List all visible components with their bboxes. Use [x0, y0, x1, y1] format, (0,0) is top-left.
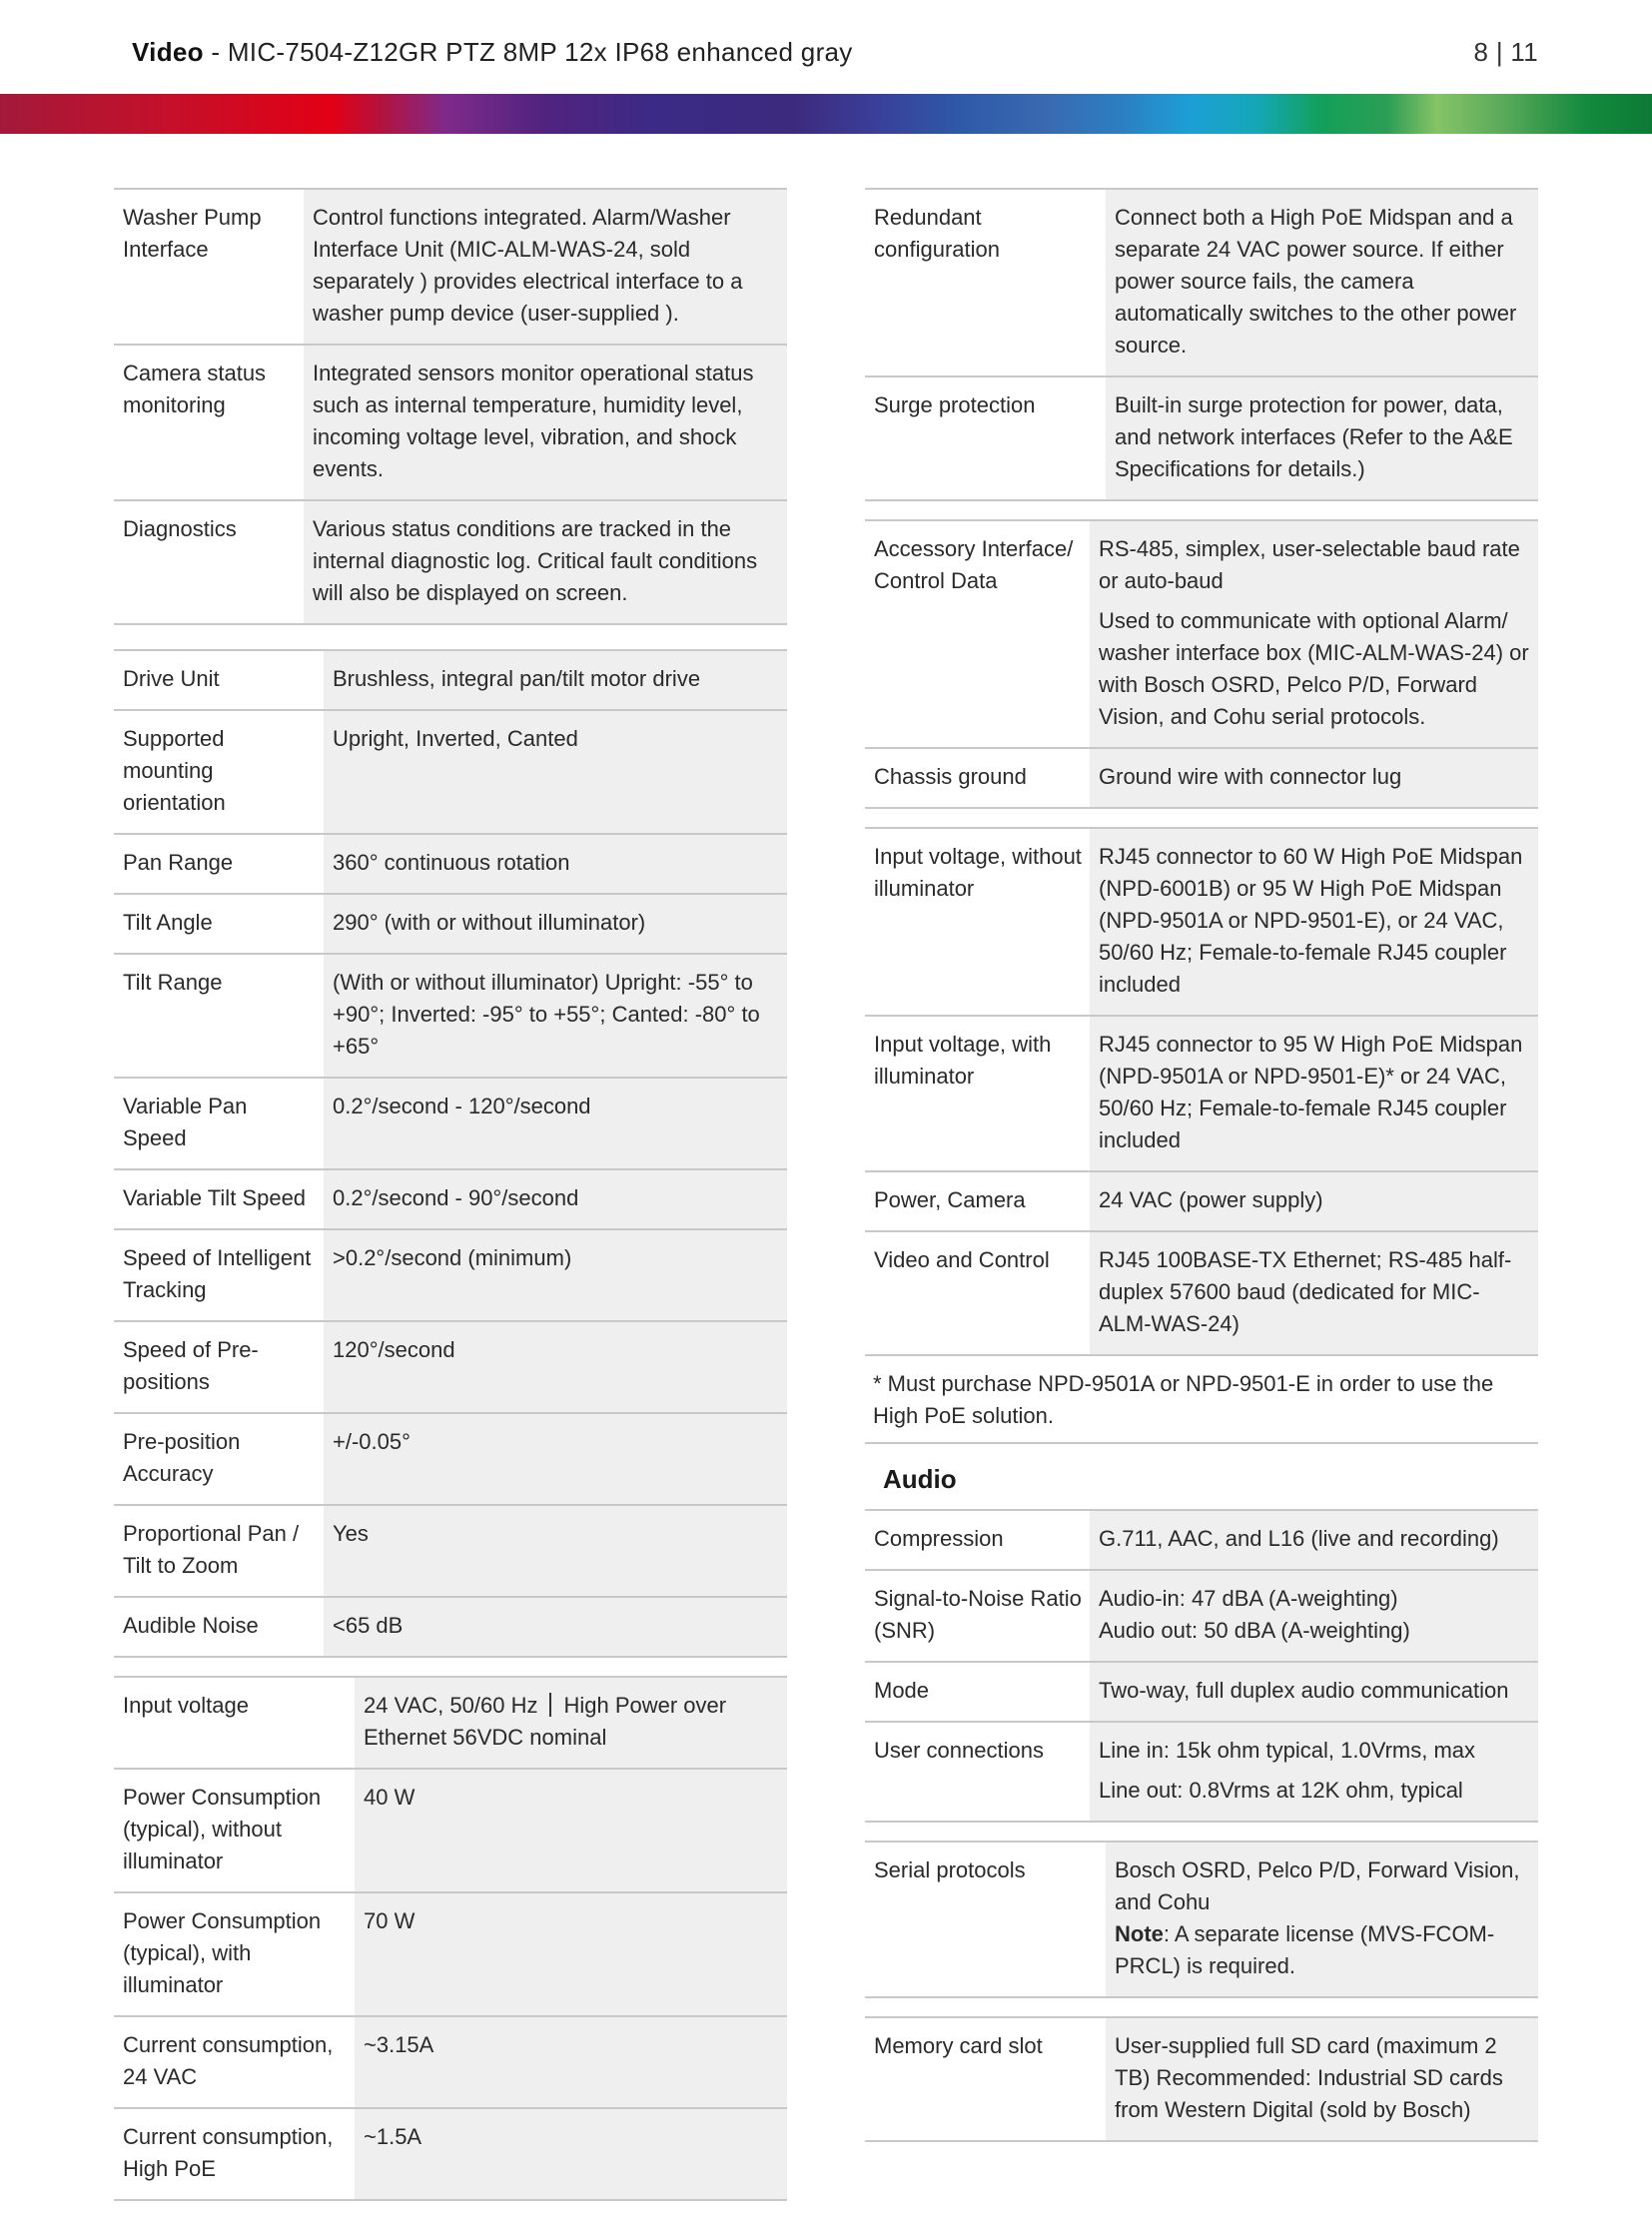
serial-spec-table — [865, 1841, 1538, 1998]
spec-value: Integrated sensors monitor operational status such as internal temperature, humidity level, incoming voltage level, vibration, and shock events. — [304, 345, 787, 500]
section-heading-audio: Audio — [883, 1464, 957, 1494]
spec-value: <65 dB — [324, 1597, 787, 1657]
spec-label: Surge protection — [874, 392, 1036, 417]
input-voltage-spec-table — [865, 827, 1538, 1356]
voltage-ac: 24 VAC, 50/60 Hz — [364, 1693, 538, 1718]
spec-value — [1090, 520, 1538, 748]
spec-value: 0.2°/second - 120°/second — [324, 1078, 787, 1169]
spec-label: Variable Tilt Speed — [123, 1185, 307, 1210]
spec-row — [865, 1171, 1538, 1231]
spec-label: Power Consumption (typical), without illuminator — [123, 1785, 322, 1873]
interface-spec-table — [865, 519, 1538, 809]
spec-label: Drive Unit — [123, 666, 220, 691]
spec-value — [1106, 1842, 1538, 1997]
mechanical-spec-table — [114, 649, 787, 1658]
spec-value: 24 VAC (power supply) — [1090, 1171, 1538, 1231]
protection-spec-table — [865, 188, 1538, 501]
spec-label: Proportional Pan / Tilt to Zoom — [123, 1521, 300, 1578]
value-line: Audio-in: 47 dBA (A-weighting) — [1099, 1586, 1398, 1611]
spec-row — [114, 954, 787, 1078]
spec-row — [865, 1570, 1538, 1662]
spec-label: Variable Pan Speed — [123, 1094, 248, 1150]
spec-label: Current consumption, 24 VAC — [123, 2032, 334, 2089]
spec-row — [865, 828, 1538, 1016]
spec-row — [865, 748, 1538, 808]
spec-label: Tilt Range — [123, 970, 223, 995]
spec-value: 70 W — [355, 1892, 787, 2016]
value-line: Bosch OSRD, Pelco P/D, Forward Vision, and Cohu — [1115, 1857, 1520, 1914]
divider — [549, 1693, 551, 1717]
spec-value: Two-way, full duplex audio communication — [1090, 1662, 1538, 1722]
spec-label: Redundant configuration — [874, 205, 1000, 262]
spec-value: >0.2°/second (minimum) — [324, 1229, 787, 1321]
right-column — [865, 188, 1538, 2160]
page-header — [132, 32, 1538, 72]
spec-value: 360° continuous rotation — [324, 834, 787, 894]
spec-label: Memory card slot — [874, 2033, 1043, 2058]
spec-row — [114, 1413, 787, 1505]
spec-value — [1090, 1570, 1538, 1662]
spec-value: 40 W — [355, 1769, 787, 1892]
spec-row — [865, 1510, 1538, 1570]
spec-value: +/-0.05° — [324, 1413, 787, 1505]
spec-value — [1090, 1722, 1538, 1822]
spec-label: Mode — [874, 1678, 930, 1703]
spec-value: 120°/second — [324, 1321, 787, 1413]
note-label: Note — [1115, 1921, 1164, 1946]
voltage-poe: High Power over Ethernet 56VDC nominal — [364, 1693, 727, 1750]
title-category: Video — [132, 36, 204, 67]
spec-value: Brushless, integral pan/tilt motor drive — [324, 650, 787, 710]
spec-label: Video and Control — [874, 1247, 1050, 1272]
spec-label: Camera status monitoring — [123, 361, 267, 417]
spec-label: Signal-to-Noise Ratio (SNR) — [874, 1586, 1082, 1643]
spec-label: Audible Noise — [123, 1613, 259, 1638]
spec-label: Compression — [874, 1526, 1004, 1551]
spec-label: Supported mounting orientation — [123, 726, 226, 815]
title-product: - MIC-7504-Z12GR PTZ 8MP 12x IP68 enhanced gray — [203, 36, 853, 67]
value-line: Line in: 15k ohm typical, 1.0Vrms, max — [1099, 1738, 1476, 1763]
spec-row — [114, 710, 787, 834]
spec-label: Power Consumption (typical), with illuminator — [123, 1908, 322, 1997]
spec-row — [114, 1078, 787, 1169]
audio-spec-table — [865, 1509, 1538, 1823]
spec-row — [865, 376, 1538, 500]
spec-row — [865, 2017, 1538, 2141]
spec-row — [114, 894, 787, 954]
spec-value: Ground wire with connector lug — [1090, 748, 1538, 808]
left-column — [114, 188, 787, 2219]
document-title — [132, 37, 853, 68]
spec-label: Washer Pump Interface — [123, 205, 262, 262]
spec-row — [114, 1169, 787, 1229]
note-line — [1115, 1918, 1530, 1982]
spec-row — [114, 1769, 787, 1892]
spec-row — [865, 520, 1538, 748]
spec-value: Yes — [324, 1505, 787, 1597]
spec-label: User connections — [874, 1738, 1044, 1763]
spec-value: User-supplied full SD card (maximum 2 TB) Recommended: Industrial SD cards from Western Digital (sold by Bosch) — [1106, 2017, 1538, 2141]
value-line: Line out: 0.8Vrms at 12K ohm, typical — [1099, 1778, 1463, 1803]
spec-row — [114, 345, 787, 500]
page-number: 8 | 11 — [1473, 36, 1538, 67]
value-line: RS-485, simplex, user-selectable baud rate or auto-baud — [1099, 536, 1520, 593]
spec-label: Speed of Intelligent Tracking — [123, 1245, 312, 1302]
spec-value: ~1.5A — [355, 2108, 787, 2200]
spec-label: Input voltage — [123, 1693, 249, 1718]
value-line: Used to communicate with optional Alarm/ washer interface box (MIC-ALM-WAS-24) or with Bosch OSRD, Pelco P/D, Forward Vision, and Cohu serial protocols. — [1099, 608, 1529, 729]
brand-color-bar — [0, 94, 1652, 134]
footnote: * Must purchase NPD-9501A or NPD-9501-E in order to use the High PoE solution. — [865, 1362, 1538, 1444]
spec-label: Pre-position Accuracy — [123, 1429, 241, 1486]
spec-value: Connect both a High PoE Midspan and a separate 24 VAC power source. If either power source fails, the camera automatically switches to the other power source. — [1106, 189, 1538, 376]
spec-row — [865, 189, 1538, 376]
spec-row — [114, 1229, 787, 1321]
spec-row — [865, 1231, 1538, 1355]
spec-value: Various status conditions are tracked in the internal diagnostic log. Critical fault conditions will also be displayed on screen. — [304, 500, 787, 624]
note-text: : A separate license (MVS-FCOM-PRCL) is required. — [1115, 1921, 1495, 1978]
spec-value: 0.2°/second - 90°/second — [324, 1169, 787, 1229]
spec-value: RJ45 connector to 95 W High PoE Midspan (NPD-9501A or NPD-9501-E)* or 24 VAC, 50/60 Hz; Female-to-female RJ45 coupler included — [1090, 1016, 1538, 1171]
spec-row — [114, 2016, 787, 2108]
spec-value: RJ45 100BASE-TX Ethernet; RS-485 half-duplex 57600 baud (dedicated for MIC-ALM-WAS-24) — [1090, 1231, 1538, 1355]
spec-row — [114, 650, 787, 710]
spec-label: Power, Camera — [874, 1187, 1026, 1212]
spec-row — [865, 1662, 1538, 1722]
spec-label: Tilt Angle — [123, 910, 213, 935]
spec-row — [114, 1677, 787, 1769]
spec-row — [865, 1016, 1538, 1171]
spec-value: G.711, AAC, and L16 (live and recording) — [1090, 1510, 1538, 1570]
spec-row — [114, 1597, 787, 1657]
spec-label: Input voltage, with illuminator — [874, 1032, 1052, 1089]
spec-value: Built-in surge protection for power, data, and network interfaces (Refer to the A&E Specifications for details.) — [1106, 376, 1538, 500]
spec-label: Diagnostics — [123, 516, 237, 541]
memory-spec-table — [865, 2016, 1538, 2142]
spec-label: Pan Range — [123, 850, 234, 875]
spec-value: Upright, Inverted, Canted — [324, 710, 787, 834]
spec-row — [114, 2108, 787, 2200]
spec-value: RJ45 connector to 60 W High PoE Midspan (NPD-6001B) or 95 W High PoE Midspan (NPD-9501A or NPD-9501-E), or 24 VAC, 50/60 Hz; Female-to-female RJ45 coupler included — [1090, 828, 1538, 1016]
spec-label: Speed of Pre-positions — [123, 1337, 259, 1394]
power-spec-table — [114, 1676, 787, 2201]
spec-value: 290° (with or without illuminator) — [324, 894, 787, 954]
spec-row — [114, 189, 787, 345]
value-line: Audio out: 50 dBA (A-weighting) — [1099, 1618, 1410, 1643]
monitoring-spec-table — [114, 188, 787, 625]
spec-row — [865, 1722, 1538, 1822]
spec-row — [114, 1321, 787, 1413]
spec-row — [114, 1892, 787, 2016]
spec-label: Chassis ground — [874, 764, 1027, 789]
spec-label: Serial protocols — [874, 1857, 1026, 1882]
spec-label: Input voltage, without illuminator — [874, 844, 1082, 901]
spec-value: Control functions integrated. Alarm/Washer Interface Unit (MIC-ALM-WAS-24, sold separately ) provides electrical interface to a washer pump device (user-supplied ). — [304, 189, 787, 345]
spec-value — [355, 1677, 787, 1769]
spec-label: Current consumption, High PoE — [123, 2124, 334, 2181]
spec-row — [865, 1842, 1538, 1997]
spec-value: ~3.15A — [355, 2016, 787, 2108]
spec-label: Accessory Interface/ Control Data — [874, 536, 1074, 593]
spec-row — [114, 500, 787, 624]
spec-value: (With or without illuminator) Upright: -55° to +90°; Inverted: -95° to +55°; Canted: -80° to +65° — [324, 954, 787, 1078]
spec-row — [114, 1505, 787, 1597]
spec-row — [114, 834, 787, 894]
